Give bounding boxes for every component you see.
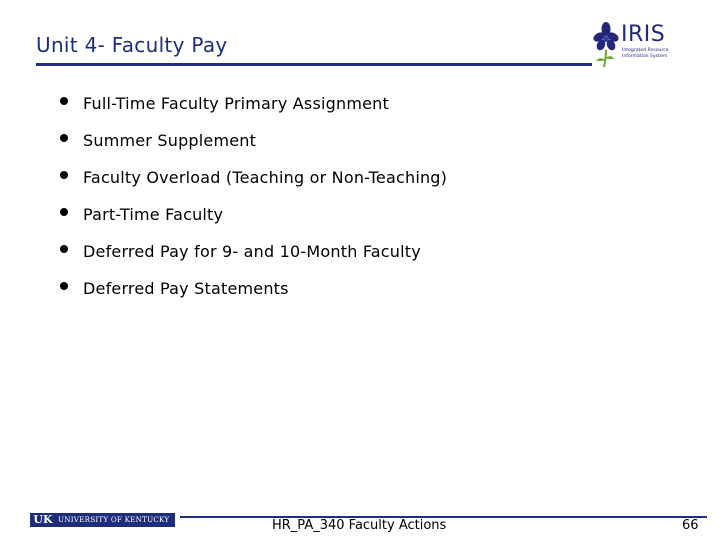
uk-logo	[30, 513, 175, 527]
uk-mark: UK	[30, 513, 56, 527]
iris-tagline: Integrated Resource Information System	[622, 48, 669, 59]
bullet-dot-icon	[60, 282, 68, 290]
iris-wordmark: IRIS	[621, 22, 666, 47]
bullet-dot-icon	[60, 97, 68, 105]
bullet-dot-icon	[60, 245, 68, 253]
page-number: 66	[682, 518, 699, 533]
bullet-dot-icon	[60, 134, 68, 142]
iris-logo	[592, 20, 672, 68]
footer-course-title: HR_PA_340 Faculty Actions	[272, 518, 447, 533]
bullet-text: Part-Time Faculty	[83, 205, 224, 224]
bullet-dot-icon	[60, 208, 68, 216]
iris-flower-icon	[592, 20, 624, 68]
bullet-text: Deferred Pay for 9- and 10-Month Faculty	[83, 242, 421, 261]
bullet-text: Faculty Overload (Teaching or Non-Teaching)	[83, 168, 448, 187]
bullet-text: Full-Time Faculty Primary Assignment	[83, 94, 389, 113]
bullet-dot-icon	[60, 171, 68, 179]
title-underline	[36, 63, 592, 66]
university-name: UNIVERSITY OF KENTUCKY	[58, 515, 170, 524]
bullet-text: Deferred Pay Statements	[83, 279, 289, 298]
bullet-text: Summer Supplement	[83, 131, 257, 150]
uk-name-bar	[56, 513, 175, 527]
slide-title: Unit 4- Faculty Pay	[36, 33, 228, 57]
